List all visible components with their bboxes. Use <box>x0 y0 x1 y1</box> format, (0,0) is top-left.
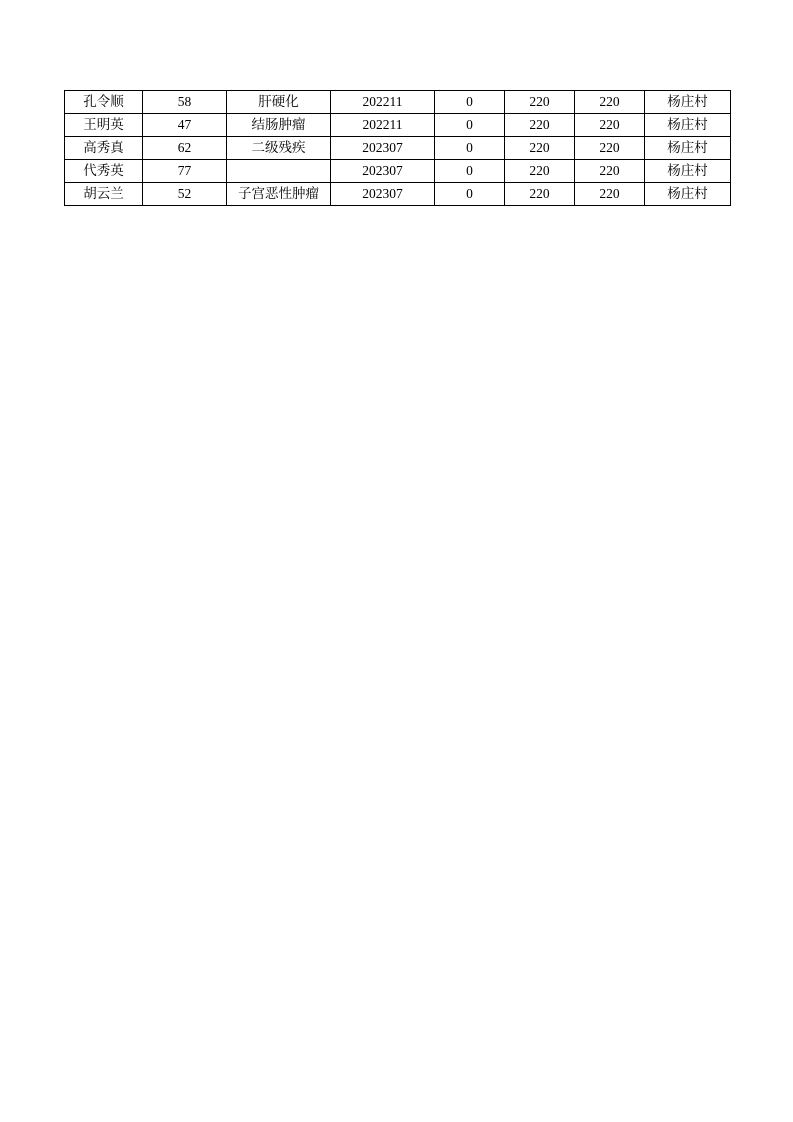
cell-village: 杨庄村 <box>645 183 731 206</box>
cell-age: 77 <box>143 160 227 183</box>
cell-date: 202307 <box>331 137 435 160</box>
table-row <box>65 114 731 137</box>
cell-amount1: 220 <box>505 183 575 206</box>
cell-date: 202307 <box>331 160 435 183</box>
cell-date: 202211 <box>331 114 435 137</box>
cell-zero: 0 <box>435 114 505 137</box>
cell-age: 58 <box>143 91 227 114</box>
cell-date: 202211 <box>331 91 435 114</box>
cell-age: 62 <box>143 137 227 160</box>
cell-name: 王明英 <box>65 114 143 137</box>
table-row <box>65 160 731 183</box>
table-container <box>64 90 730 206</box>
cell-name: 孔令顺 <box>65 91 143 114</box>
cell-diagnosis: 二级残疾 <box>227 137 331 160</box>
cell-village: 杨庄村 <box>645 137 731 160</box>
cell-zero: 0 <box>435 91 505 114</box>
cell-amount2: 220 <box>575 183 645 206</box>
cell-amount1: 220 <box>505 137 575 160</box>
cell-zero: 0 <box>435 183 505 206</box>
cell-zero: 0 <box>435 160 505 183</box>
cell-name: 高秀真 <box>65 137 143 160</box>
records-table <box>64 90 731 206</box>
cell-date: 202307 <box>331 183 435 206</box>
cell-diagnosis: 肝硬化 <box>227 91 331 114</box>
cell-village: 杨庄村 <box>645 160 731 183</box>
table-row <box>65 137 731 160</box>
cell-age: 47 <box>143 114 227 137</box>
table-row <box>65 91 731 114</box>
cell-amount2: 220 <box>575 91 645 114</box>
cell-amount2: 220 <box>575 160 645 183</box>
cell-diagnosis: 结肠肿瘤 <box>227 114 331 137</box>
cell-diagnosis <box>227 160 331 183</box>
cell-age: 52 <box>143 183 227 206</box>
cell-amount1: 220 <box>505 160 575 183</box>
cell-amount1: 220 <box>505 114 575 137</box>
table-row <box>65 183 731 206</box>
cell-village: 杨庄村 <box>645 114 731 137</box>
cell-diagnosis: 子宫恶性肿瘤 <box>227 183 331 206</box>
cell-village: 杨庄村 <box>645 91 731 114</box>
cell-amount1: 220 <box>505 91 575 114</box>
cell-name: 胡云兰 <box>65 183 143 206</box>
records-table-body <box>65 91 731 206</box>
cell-amount2: 220 <box>575 137 645 160</box>
cell-amount2: 220 <box>575 114 645 137</box>
cell-name: 代秀英 <box>65 160 143 183</box>
cell-zero: 0 <box>435 137 505 160</box>
